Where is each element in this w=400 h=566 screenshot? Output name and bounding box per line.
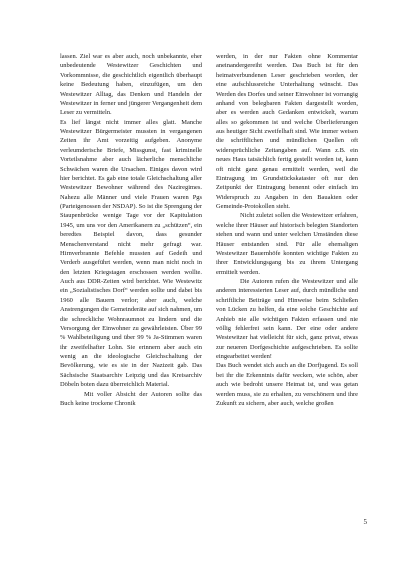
- paragraph: Es lief längst nicht immer alles glatt. Manche Westewitzer Bürgermeister mussten in vergangenen Zeiten ihr Amt vorzeitig aufgeben. Anonyme verleumderische Briefe, Missgunst, fast kriminelle Vorteilsnahme aber auch lächerliche menschliche Schwächen waren die Ursachen. Einiges davon wird hier berichtet. Es gab eine totale Gleichschaltung aller Westewitzer Bewohner während des Naziregimes. Nahezu alle Männer und viele Frauen waren Pgs (Parteigenossen der NSDAP). So ist die Sprengung der Staupenbrücke wenige Tage vor der Kapitulation 1945, um uns vor den Amerikanern zu „schützen“, ein beredtes Beispiel davon, dass gesunder Menschenverstand nicht mehr gefragt war. Hirnverbrannte Befehle mussten auf Gedeih und Verderb ausgeführt werden, wenn man nicht noch in den letzten Kriegstagen erschossen werden wollte. Auch aus DDR-Zeiten wird berichtet. Wie Westewitz ein „Sozialistisches Dorf“ werden sollte und dabei bis 1960 alle Bauern verlor; aber auch, welche Anstrengungen die Gemeinderäte auf sich nahmen, um die schreckliche Wohnraumnot zu lindern und die Versorgung der Einwohner zu gewährleisten. Über 99 % Wahlbeteiligung und über 99 % Ja-Stimmen waren ihr zweifelhafter Lohn. Sie erinnern aber auch ein wenig an die ideologische Gleichschaltung der Bevölkerung, wie es sie in der Nazizeit gab. Das Sächsische Staatsarchiv Leipzig und das Kreisarchiv Döbeln boten dazu überreichlich Material.: [60, 118, 202, 389]
- paragraph: Mit voller Absicht der Autoren sollte das Buch keine trockene Chronik: [60, 390, 202, 407]
- paragraph: Nicht zuletzt sollen die Westewitzer erfahren, welche ihrer Häuser auf historisch belegten Standorten stehen und wann und unter welchen Umständen diese Häuser entstanden sind. Für alle ehemaligen Westewitzer Bauernhöfe konnten wichtige Fakten zu ihrer Entwicklungsgang bis zu ihrem Untergang ermittelt werden.: [216, 212, 358, 276]
- page-number: 5: [363, 518, 367, 526]
- paragraph: Die Autoren rufen die Westewitzer und alle anderen interessierten Leser auf, durch mündliche und schriftliche Beiträge und Hinweise beim Schließen von Lücken zu helfen, da eine solche Geschichte auf Anhieb nie alle wichtigen Fakten erfassen und nie völlig fehlerfrei sein kann. Der eine oder andere Westewitzer hat vielleicht für sich, ganz privat, etwas zur neueren Dorfgeschichte aufgeschrieben. Es sollte eingearbeitet werden!: [216, 278, 358, 360]
- paragraph: lassen. Ziel war es aber auch, noch unbekannte, eher unbedeutende Westewitzer Geschichten und Vorkommnisse, die geschichtlich eigentlich überhaupt keine Bedeutung haben, einzufügen, um den Westewitzer Alltag, das Denken und Handeln der Westewitzer in ferner und jüngerer Vergangenheit dem Leser zu vermitteln.: [60, 53, 202, 117]
- paragraph: werden, in der nur Fakten ohne Kommentar aneinandergereiht werden. Das Buch ist für den heimatverbundenen Leser geschrieben worden, der eine aufschlussreiche Unterhaltung wünscht. Das Werden des Dorfes und seiner Einwohner ist vorrangig anhand von belegbaren Fakten dargestellt worden, aber es werden auch Gedanken entwickelt, warum alles so gekommen ist und welche Überlieferungen aus heutiger Sicht zweifelhaft sind. Wie immer weisen die schriftlichen und mündlichen Quellen oft widersprüchliche Zeitangaben auf. Wann z.B. ein neues Haus tatsächlich fertig gestellt worden ist, kann oft nicht ganz genau ermittelt werden, weil die Eintragung im Grundstückskataster oft nur den Zeitpunkt der Eintragung benennt oder einfach im Widerspruch zu Angaben in den Bauakten oder Gemeinde-Protokollen steht.: [216, 53, 358, 210]
- left-text-column: [60, 52, 202, 408]
- right-text-column: [216, 52, 358, 408]
- paragraph: Das Buch wendet sich auch an die Dorfjugend. Es soll bei ihr die Erkenntnis dafür wecken, wie schön, aber auch wie bedroht unsere Heimat ist, und was getan werden muss, sie zu erhalten, zu verschönern und ihre Zukunft zu sichern, aber auch, welche großen: [216, 362, 358, 407]
